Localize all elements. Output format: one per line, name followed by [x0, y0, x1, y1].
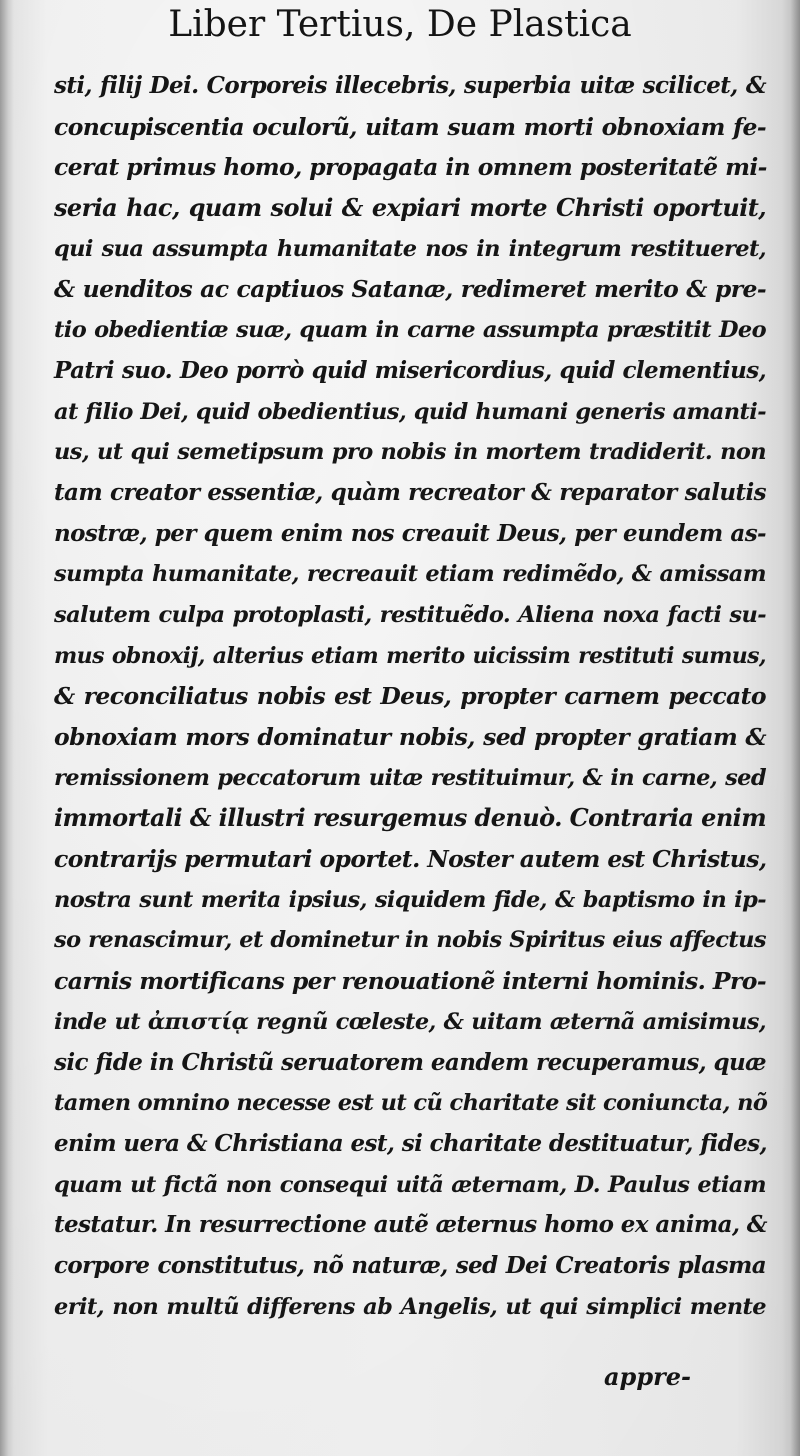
text-line: nostræ, per quem enim nos creauit Deus, per eundem as-	[54, 519, 766, 547]
text-line: nostra sunt merita ipsius, siquidem fide, & baptismo in ip-	[54, 886, 766, 913]
text-line: tam creator essentiæ, quàm recreator & reparator salutis	[54, 478, 766, 506]
body-text	[54, 66, 766, 1327]
catchword: appre-	[604, 1362, 691, 1391]
text-line: us, ut qui semetipsum pro nobis in mortem tradiderit. non	[54, 439, 766, 466]
text-line: Patri suo. Deo porrò quid misericordius, quid clementius,	[54, 356, 766, 384]
text-line: sumpta humanitate, recreauit etiam redimẽdo, & amissam	[54, 561, 766, 588]
text-line: at filio Dei, quid obedientius, quid humani generis amanti-	[54, 398, 766, 425]
text-line: so renascimur, et dominetur in nobis Spiritus eius affectus	[54, 927, 766, 954]
text-line: seria hac, quam solui & expiari morte Christi oportuit,	[54, 193, 766, 223]
running-head: Liber Tertius, De Plastica	[168, 4, 632, 45]
text-line: concupiscentia oculorũ, uitam suam morti obnoxiam fe-	[54, 112, 766, 141]
text-line: corpore constitutus, nõ naturæ, sed Dei Creatoris plasma	[54, 1251, 766, 1279]
text-line: contrarijs permutari oportet. Noster autem est Christus,	[54, 845, 767, 874]
text-line: qui sua assumpta humanitate nos in integrum restitueret,	[54, 235, 766, 262]
page-right-edge-shadow	[782, 0, 800, 1456]
text-line: & reconciliatus nobis est Deus, propter carnem peccato	[54, 682, 766, 711]
text-line: remissionem peccatorum uitæ restituimur, & in carne, sed	[54, 764, 766, 791]
text-line: obnoxiam mors dominatur nobis, sed propter gratiam &	[54, 723, 766, 751]
text-line: immortali & illustri resurgemus denuò. Contraria enim	[54, 803, 766, 833]
text-line: testatur. In resurrectione autẽ æternus homo ex anima, &	[54, 1211, 767, 1239]
text-line: mus obnoxij, alterius etiam merito uicissim restituti sumus,	[54, 642, 766, 669]
text-line: carnis mortificans per renouationẽ interni hominis. Pro-	[54, 967, 766, 996]
text-line: salutem culpa protoplasti, restituẽdo. Aliena noxa facti su-	[54, 601, 766, 628]
text-line: sic fide in Christũ seruatorem eandem recuperamus, quæ	[54, 1048, 766, 1076]
text-line: tamen omnino necesse est ut cũ charitate sit coniuncta, nõ	[54, 1090, 768, 1117]
text-line: quam ut fictã non consequi uitã æternam, D. Paulus etiam	[54, 1171, 766, 1198]
text-line: erit, non multũ differens ab Angelis, ut qui simplici mente	[54, 1293, 766, 1320]
text-line: inde ut ἀπιστίᾳ regnũ cœleste, & uitam æternã amisimus,	[54, 1008, 766, 1035]
text-line: & uenditos ac captiuos Satanæ, redimeret merito & pre-	[54, 275, 766, 304]
text-line: sti, filij Dei. Corporeis illecebris, superbia uitæ scilicet, &	[54, 72, 766, 99]
text-line: tio obedientiæ suæ, quam in carne assumpta præstitit Deo	[54, 317, 766, 344]
text-line: enim uera & Christiana est, si charitate destituatur, fides,	[54, 1129, 767, 1157]
page-left-edge-shadow	[0, 0, 14, 1456]
text-line: cerat primus homo, propagata in omnem posteritatẽ mi-	[54, 153, 767, 182]
